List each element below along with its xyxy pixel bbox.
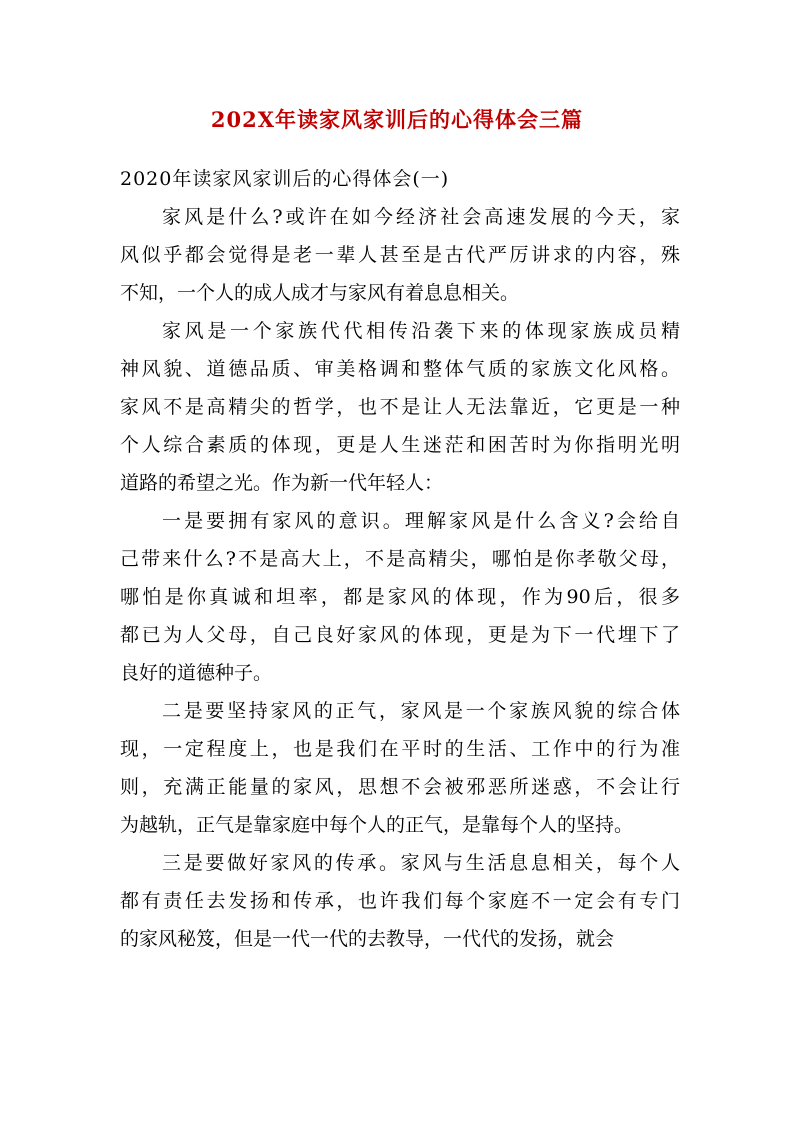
paragraph-line: 都有责任去发扬和传承，也许我们每个家庭不一定会有专门 bbox=[120, 890, 680, 912]
paragraph-line: 己带来什么?不是高大上，不是高精尖，哪怕是你孝敬父母， bbox=[120, 548, 680, 570]
paragraph-line: 都已为人父母，自己良好家风的体现，更是为下一代埋下了 bbox=[120, 624, 680, 646]
paragraph-line: 哪怕是你真诚和坦率，都是家风的体现，作为90后，很多 bbox=[120, 586, 680, 608]
paragraph-line: 风似乎都会觉得是老一辈人甚至是古代严厉讲求的内容，殊 bbox=[120, 244, 680, 266]
paragraph-line: 家风是什么?或许在如今经济社会高速发展的今天，家 bbox=[162, 206, 680, 228]
paragraph bbox=[120, 312, 680, 502]
paragraph-line: 则，充满正能量的家风，思想不会被邪恶所迷惑，不会让行 bbox=[120, 776, 680, 798]
section-subtitle: 2020年读家风家训后的心得体会(一) bbox=[120, 168, 450, 190]
paragraph-line: 道路的希望之光。作为新一代年轻人： bbox=[120, 472, 444, 494]
paragraph-line: 个人综合素质的体现，更是人生迷茫和困苦时为你指明光明 bbox=[120, 434, 680, 456]
paragraph-line: 良好的道德种子。 bbox=[120, 662, 273, 684]
paragraph bbox=[120, 502, 680, 692]
paragraph-line: 为越轨，正气是靠家庭中每个人的正气，是靠每个人的坚持。 bbox=[120, 814, 634, 836]
document-body bbox=[120, 160, 680, 958]
paragraph-line: 一是要拥有家风的意识。理解家风是什么含义?会给自 bbox=[162, 510, 680, 532]
paragraph-line: 三是要做好家风的传承。家风与生活息息相关，每个人 bbox=[162, 852, 680, 874]
paragraph bbox=[120, 844, 680, 958]
paragraph-line: 不知，一个人的成人成才与家风有着息息相关。 bbox=[120, 282, 520, 304]
paragraph bbox=[120, 692, 680, 844]
paragraph-line: 二是要坚持家风的正气，家风是一个家族风貌的综合体 bbox=[162, 700, 680, 722]
paragraph-line: 的家风秘笈，但是一代一代的去教导，一代代的发扬，就会 bbox=[120, 928, 615, 950]
paragraph-list bbox=[120, 198, 680, 958]
document-title: 202X年读家风家训后的心得体会三篇 bbox=[210, 107, 584, 132]
paragraph-line: 家风是一个家族代代相传沿袭下来的体现家族成员精 bbox=[162, 320, 680, 342]
paragraph-line: 家风不是高精尖的哲学，也不是让人无法靠近，它更是一种 bbox=[120, 396, 680, 418]
paragraph-line: 现，一定程度上，也是我们在平时的生活、工作中的行为准 bbox=[120, 738, 680, 760]
paragraph-line: 神风貌、道德品质、审美格调和整体气质的家族文化风格。 bbox=[120, 358, 680, 380]
paragraph bbox=[120, 198, 680, 312]
